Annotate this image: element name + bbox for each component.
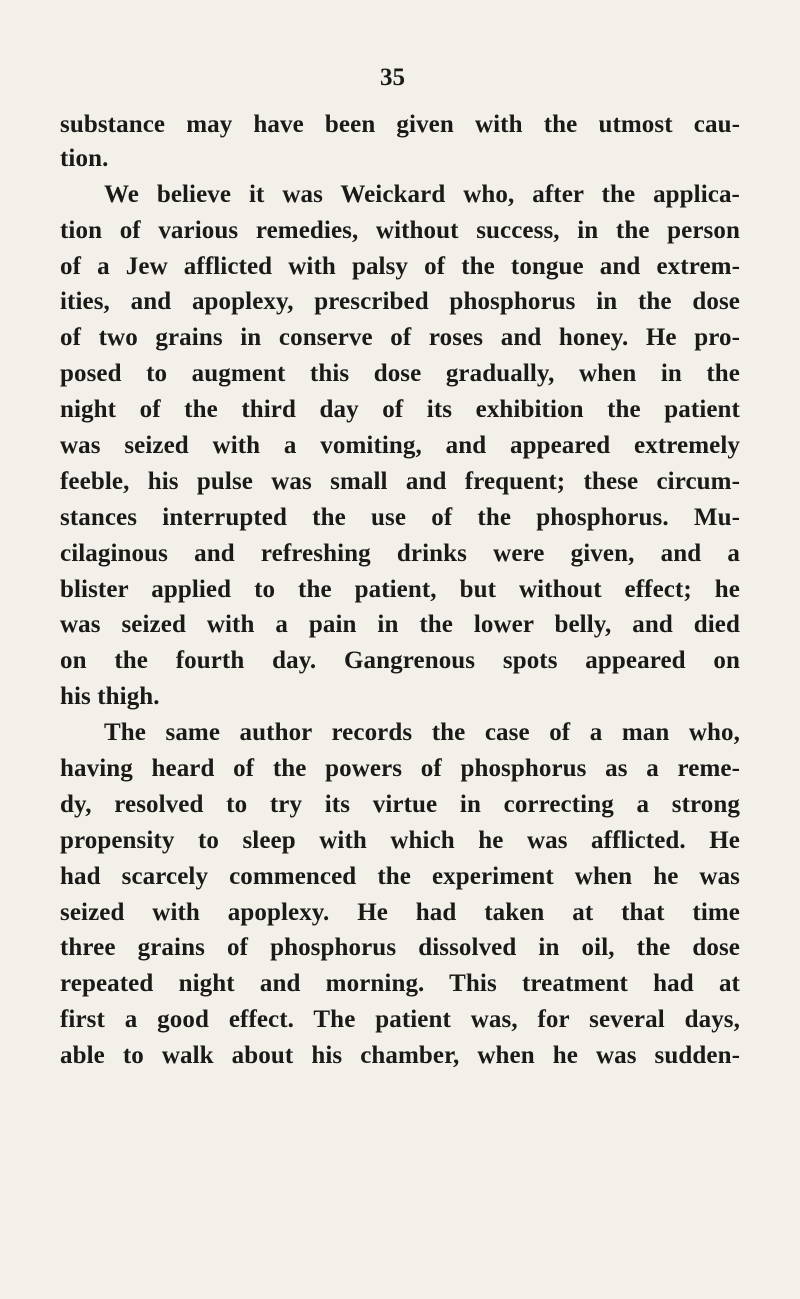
text-line: his thigh. bbox=[60, 683, 160, 710]
text-line: was seized with a vomiting, and appeared extremely bbox=[60, 432, 740, 459]
text-line: stances interrupted the use of the phosphorus. Mu- bbox=[60, 504, 740, 531]
page-number: 35 bbox=[380, 64, 405, 91]
text-line: of a Jew afflicted with palsy of the tongue and extrem- bbox=[60, 253, 740, 280]
text-line: The same author records the case of a man who, bbox=[104, 719, 740, 746]
text-line: tion. bbox=[60, 145, 109, 172]
text-line: first a good effect. The patient was, for several days, bbox=[60, 1006, 740, 1033]
text-line: substance may have been given with the utmost cau- bbox=[60, 111, 740, 138]
text-line: repeated night and morning. This treatment had at bbox=[60, 970, 740, 997]
text-line: on the fourth day. Gangrenous spots appeared on bbox=[60, 647, 740, 674]
text-line: was seized with a pain in the lower belly, and died bbox=[60, 611, 740, 638]
text-line: ities, and apoplexy, prescribed phosphorus in the dose bbox=[60, 288, 740, 315]
text-line: propensity to sleep with which he was afflicted. He bbox=[60, 827, 740, 854]
text-line: able to walk about his chamber, when he was sudden- bbox=[60, 1042, 740, 1069]
text-line: posed to augment this dose gradually, when in the bbox=[60, 360, 740, 387]
text-line: We believe it was Weickard who, after the applica- bbox=[104, 181, 740, 208]
text-line: feeble, his pulse was small and frequent; these circum- bbox=[60, 468, 740, 495]
text-line: three grains of phosphorus dissolved in oil, the dose bbox=[60, 934, 740, 961]
text-line: dy, resolved to try its virtue in correcting a strong bbox=[60, 791, 740, 818]
text-line: tion of various remedies, without success, in the person bbox=[60, 217, 740, 244]
text-line: having heard of the powers of phosphorus as a reme- bbox=[60, 755, 740, 782]
text-line: had scarcely commenced the experiment when he was bbox=[60, 863, 740, 890]
text-line: blister applied to the patient, but without effect; he bbox=[60, 576, 740, 603]
text-line: night of the third day of its exhibition the patient bbox=[60, 396, 740, 423]
text-line: seized with apoplexy. He had taken at that time bbox=[60, 899, 740, 926]
text-line: of two grains in conserve of roses and honey. He pro- bbox=[60, 324, 740, 351]
text-line: cilaginous and refreshing drinks were given, and a bbox=[60, 540, 740, 567]
